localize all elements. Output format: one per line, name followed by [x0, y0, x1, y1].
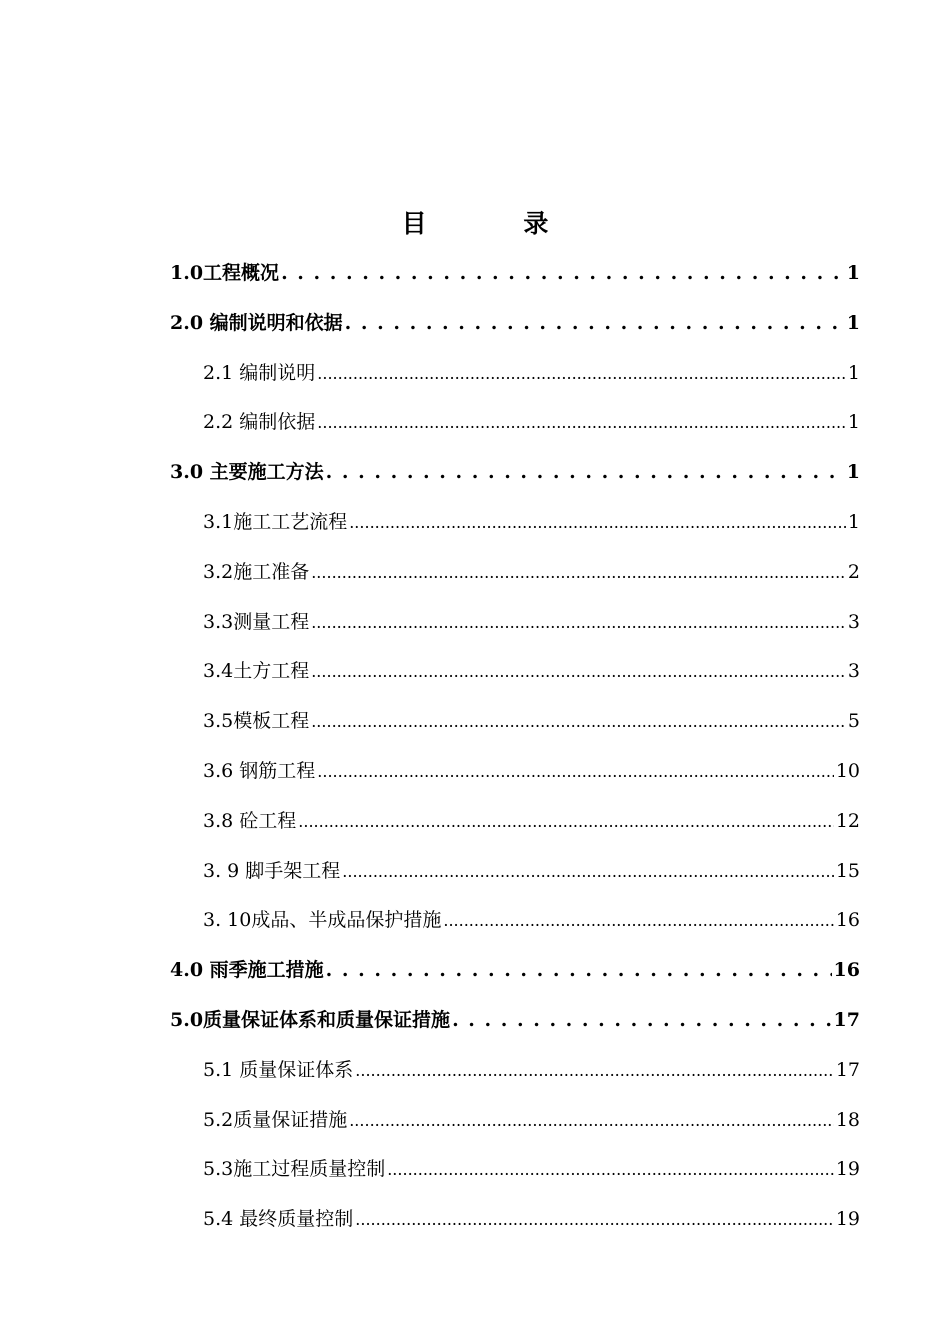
toc-entry[interactable]: [170, 996, 860, 1046]
toc-dot-leader: [311, 548, 846, 598]
toc-entry-label: 5.4 最终质量控制: [203, 1208, 354, 1231]
toc-entry[interactable]: [170, 598, 860, 648]
toc-dot-leader: [311, 647, 846, 697]
toc-entry[interactable]: [170, 548, 860, 598]
toc-entry-page-number: 1: [847, 361, 860, 384]
toc-entry-label: 3. 9 脚手架工程: [203, 859, 341, 882]
toc-entry-page-number: 19: [835, 1158, 860, 1181]
toc-entry[interactable]: [170, 747, 860, 797]
toc-dot-leader: [355, 1195, 834, 1245]
toc-entry[interactable]: [170, 697, 860, 747]
toc-dot-leader: [349, 498, 846, 548]
toc-dot-leader: [342, 847, 834, 897]
toc-entry-label: 3.8 砼工程: [203, 809, 297, 832]
toc-dot-leader: [326, 946, 832, 996]
toc-entry[interactable]: [170, 398, 860, 448]
toc-entry-page-number: 1: [846, 461, 860, 484]
toc-entry[interactable]: [170, 797, 860, 847]
toc-entry-label: 2.1 编制说明: [203, 361, 316, 384]
toc-entry-label: 5.0质量保证体系和质量保证措施: [170, 1008, 451, 1031]
toc-entry-label: 1.0工程概况: [170, 262, 280, 284]
toc-entry-page-number: 3: [847, 660, 860, 683]
toc-entry-page-number: 19: [835, 1208, 860, 1231]
toc-entry-page-number: 1: [846, 311, 860, 334]
toc-dot-leader: [355, 1046, 834, 1096]
toc-entry-page-number: 12: [835, 809, 860, 832]
toc-entry-page-number: 3: [847, 610, 860, 633]
toc-entry-label: 5.1 质量保证体系: [203, 1058, 354, 1081]
toc-dot-leader: [443, 896, 833, 946]
toc-entry[interactable]: [170, 946, 860, 996]
toc-dot-leader: [311, 697, 846, 747]
toc-entry-label: 3.2施工准备: [203, 560, 310, 583]
toc-dot-leader: [298, 797, 834, 847]
toc-dot-leader: [311, 598, 846, 648]
toc-entry[interactable]: [170, 349, 860, 399]
toc-entry[interactable]: [170, 1195, 860, 1245]
toc-entry-page-number: 1: [846, 262, 860, 284]
toc-dot-leader: [452, 996, 831, 1046]
toc-entry-label: 3.5模板工程: [203, 710, 310, 733]
toc-dot-leader: [326, 448, 845, 498]
toc-dot-leader: [345, 299, 845, 349]
toc-entry[interactable]: [170, 299, 860, 349]
toc-entry-page-number: 15: [835, 859, 860, 882]
toc-entry-page-number: 17: [835, 1058, 860, 1081]
toc-entry-page-number: 5: [847, 710, 860, 733]
toc-entry-label: 3.3测量工程: [203, 610, 310, 633]
toc-entry-label: 3.1施工工艺流程: [203, 510, 348, 533]
toc-entry-label: 3.6 钢筋工程: [203, 759, 316, 782]
toc-entry-page-number: 1: [847, 411, 860, 434]
toc-entry[interactable]: [170, 847, 860, 897]
toc-entry-page-number: 1: [847, 510, 860, 533]
toc-entry-page-number: 17: [833, 1008, 860, 1031]
toc-entry-page-number: 10: [835, 759, 860, 782]
toc-dot-leader: [387, 1145, 834, 1195]
toc-entry-label: 3.0 主要施工方法: [170, 461, 324, 484]
toc-entry-page-number: 2: [847, 560, 860, 583]
toc-entry[interactable]: [170, 448, 860, 498]
toc-entry[interactable]: [170, 1145, 860, 1195]
toc-dot-leader: [317, 349, 846, 399]
toc-dot-leader: [349, 1096, 834, 1146]
toc-entry-label: 5.3施工过程质量控制: [203, 1158, 386, 1181]
toc-entry[interactable]: [170, 647, 860, 697]
toc-entry-page-number: 18: [835, 1108, 860, 1131]
toc-entry-label: 5.2质量保证措施: [203, 1108, 348, 1131]
toc-entry-label: 3.4土方工程: [203, 660, 310, 683]
toc-entry-label: 3. 10成品、半成品保护措施: [203, 909, 442, 932]
toc-list: [170, 249, 860, 1245]
toc-entry-label: 4.0 雨季施工措施: [170, 959, 324, 982]
toc-entry-page-number: 16: [833, 959, 860, 982]
toc-dot-leader: [317, 747, 834, 797]
toc-entry-page-number: 16: [835, 909, 860, 932]
toc-entry-label: 2.0 编制说明和依据: [170, 311, 343, 334]
toc-entry[interactable]: [170, 498, 860, 548]
toc-entry-label: 2.2 编制依据: [203, 411, 316, 434]
toc-entry[interactable]: [170, 249, 860, 299]
toc-entry[interactable]: [170, 1096, 860, 1146]
toc-entry[interactable]: [170, 896, 860, 946]
toc-dot-leader: [281, 249, 845, 299]
toc-dot-leader: [317, 398, 846, 448]
toc-entry[interactable]: [170, 1046, 860, 1096]
toc-title: 目 录: [401, 209, 593, 238]
